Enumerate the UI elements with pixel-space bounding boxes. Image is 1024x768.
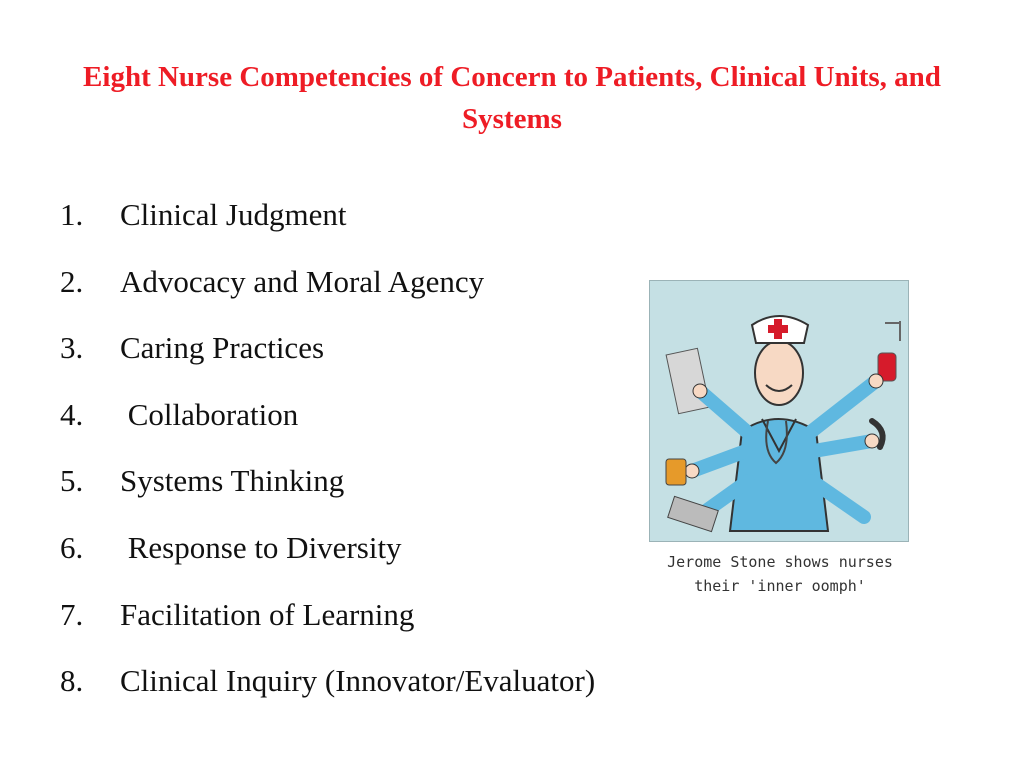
item-number: 8. xyxy=(60,663,84,699)
slide-title: Eight Nurse Competencies of Concern to Patients, Clinical Units, and Systems xyxy=(83,61,941,135)
list-item xyxy=(60,658,595,725)
list-item xyxy=(60,259,595,326)
item-label: Systems Thinking xyxy=(120,463,345,499)
item-number: 2. xyxy=(60,263,84,299)
item-number: 7. xyxy=(60,596,84,632)
caption-line-2: their 'inner oomph' xyxy=(694,577,866,595)
list-item xyxy=(60,325,595,392)
list-item xyxy=(60,392,595,459)
item-label: Response to Diversity xyxy=(120,529,402,565)
item-label: Collaboration xyxy=(120,396,299,432)
list-item xyxy=(60,525,595,592)
item-label: Clinical Inquiry (Innovator/Evaluator) xyxy=(120,663,596,699)
multi-armed-nurse-illustration xyxy=(650,281,908,541)
item-number: 6. xyxy=(60,529,84,565)
cartoon-caption xyxy=(645,550,915,598)
item-label: Advocacy and Moral Agency xyxy=(120,263,485,299)
item-number: 4. xyxy=(60,396,84,432)
nurse-cartoon xyxy=(649,280,909,542)
item-number: 1. xyxy=(60,197,84,232)
item-label: Clinical Judgment xyxy=(120,197,347,232)
item-label: Facilitation of Learning xyxy=(120,596,415,632)
caption-line-1: Jerome Stone shows nurses xyxy=(667,553,893,571)
competency-list xyxy=(60,192,595,725)
list-item xyxy=(60,458,595,525)
item-number: 5. xyxy=(60,463,84,499)
item-label: Caring Practices xyxy=(120,330,325,366)
item-number: 3. xyxy=(60,330,84,366)
list-item xyxy=(60,192,595,259)
list-item xyxy=(60,592,595,659)
